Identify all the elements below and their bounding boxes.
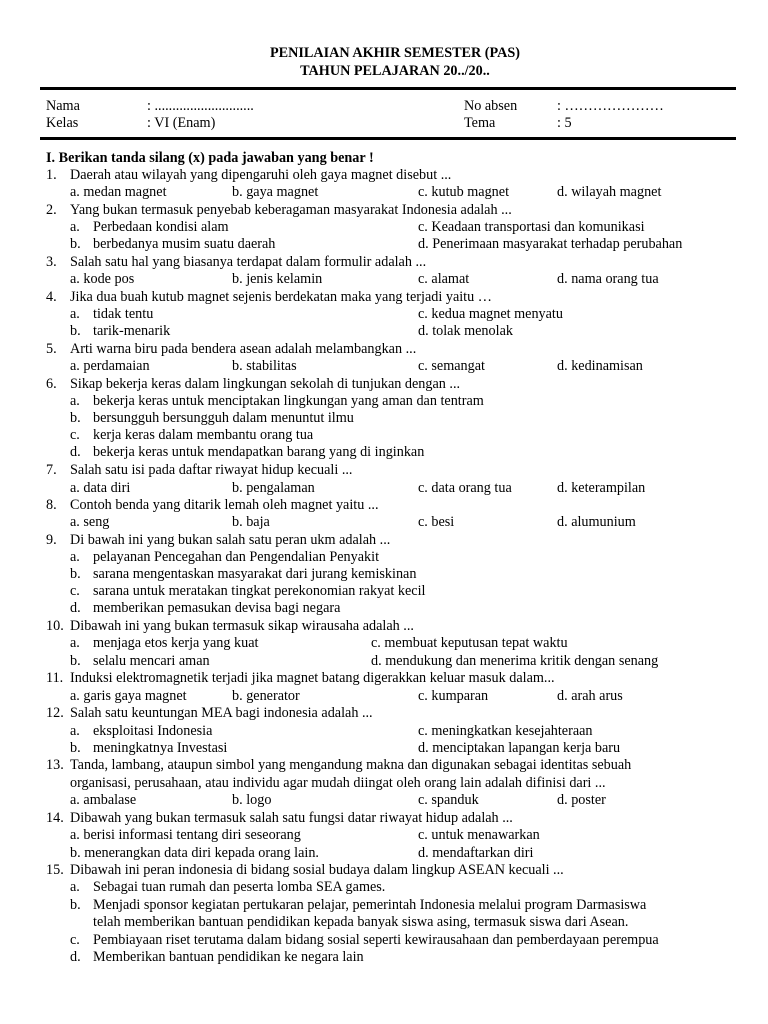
option-b[interactable]: b. menerangkan data diri kepada orang lain. — [70, 845, 319, 861]
top-rule — [40, 87, 736, 90]
question-text: Daerah atau wilayah yang dipengaruhi oleh gaya magnet disebut ... — [70, 167, 452, 183]
nama-label: Nama — [46, 98, 80, 114]
option-d[interactable]: Memberikan bantuan pendidikan ke negara lain — [93, 949, 364, 965]
option-letter: a. — [70, 219, 80, 235]
option-c[interactable]: kerja keras dalam membantu orang tua — [93, 427, 314, 443]
question-number: 10. — [46, 618, 64, 634]
option-b-continued[interactable]: telah memberikan bantuan pendidikan kepada banyak siswa asing, termasuk siswa dari Asean. — [93, 914, 629, 930]
question-number: 14. — [46, 810, 64, 826]
question-number: 7. — [46, 462, 57, 478]
question-number: 13. — [46, 757, 64, 773]
option-c[interactable]: c. untuk menawarkan — [418, 827, 540, 843]
question-number: 8. — [46, 497, 57, 513]
option-a[interactable]: a. medan magnet — [70, 184, 167, 200]
option-c[interactable]: c. semangat — [418, 358, 485, 374]
option-letter: a. — [70, 393, 80, 409]
option-letter: c. — [70, 427, 80, 443]
option-d[interactable]: d. keterampilan — [557, 480, 646, 496]
option-d[interactable]: d. alumunium — [557, 514, 636, 530]
option-a[interactable]: eksploitasi Indonesia — [93, 723, 213, 739]
question-number: 3. — [46, 254, 57, 270]
option-a[interactable]: Perbedaan kondisi alam — [93, 219, 229, 235]
question-number: 15. — [46, 862, 64, 878]
option-letter: a. — [70, 306, 80, 322]
option-b[interactable]: b. baja — [232, 514, 270, 530]
option-a[interactable]: a. berisi informasi tentang diri seseorang — [70, 827, 301, 843]
exam-title: PENILAIAN AKHIR SEMESTER (PAS) — [269, 45, 521, 61]
option-letter: d. — [70, 444, 81, 460]
question-number: 6. — [46, 376, 57, 392]
option-d[interactable]: d. arah arus — [557, 688, 623, 704]
option-b[interactable]: bersungguh bersungguh dalam menuntut ilmu — [93, 410, 354, 426]
question-number: 2. — [46, 202, 57, 218]
option-letter: b. — [70, 410, 81, 426]
option-d[interactable]: memberikan pemasukan devisa bagi negara — [93, 600, 341, 616]
option-c[interactable]: c. besi — [418, 514, 455, 530]
option-d[interactable]: d. poster — [557, 792, 606, 808]
option-c[interactable]: c. alamat — [418, 271, 470, 287]
option-b[interactable]: b. logo — [232, 792, 272, 808]
option-letter: c. — [70, 583, 80, 599]
option-letter: b. — [70, 740, 81, 756]
option-d[interactable]: d. mendukung dan menerima kritik dengan senang — [371, 653, 659, 669]
option-a[interactable]: bekerja keras untuk menciptakan lingkungan yang aman dan tentram — [93, 393, 484, 409]
option-letter: b. — [70, 653, 81, 669]
option-a[interactable]: Sebagai tuan rumah dan peserta lomba SEA games. — [93, 879, 386, 895]
option-letter: d. — [70, 600, 81, 616]
absen-label: No absen — [464, 98, 518, 114]
question-text: Salah satu isi pada daftar riwayat hidup kecuali ... — [70, 462, 353, 478]
option-a[interactable]: tidak tentu — [93, 306, 154, 322]
option-b[interactable]: b. stabilitas — [232, 358, 297, 374]
question-text: Di bawah ini yang bukan salah satu peran ukm adalah ... — [70, 532, 391, 548]
option-a[interactable]: a. kode pos — [70, 271, 135, 287]
option-letter: d. — [70, 949, 81, 965]
kelas-label: Kelas — [46, 115, 79, 131]
option-d[interactable]: d. tolak menolak — [418, 323, 513, 339]
bottom-rule — [40, 137, 736, 140]
question-text: Yang bukan termasuk penyebab keberagaman masyarakat Indonesia adalah ... — [70, 202, 512, 218]
option-d[interactable]: d. kedinamisan — [557, 358, 643, 374]
absen-field[interactable]: : ………………… — [557, 98, 664, 114]
question-text: Dibawah yang bukan termasuk salah satu fungsi datar riwayat hidup adalah ... — [70, 810, 513, 826]
question-text: Tanda, lambang, ataupun simbol yang mengandung makna dan digunakan sebagai identitas sebuah — [70, 757, 632, 773]
option-c[interactable]: sarana untuk meratakan tingkat perekonomian rakyat kecil — [93, 583, 426, 599]
option-b[interactable]: selalu mencari aman — [93, 653, 210, 669]
option-b[interactable]: tarik-menarik — [93, 323, 171, 339]
option-d[interactable]: d. Penerimaan masyarakat terhadap perubahan — [418, 236, 683, 252]
option-b[interactable]: b. jenis kelamin — [232, 271, 323, 287]
option-letter: b. — [70, 236, 81, 252]
option-d[interactable]: d. mendaftarkan diri — [418, 845, 534, 861]
option-a[interactable]: pelayanan Pencegahan dan Pengendalian Penyakit — [93, 549, 380, 565]
option-c[interactable]: c. membuat keputusan tepat waktu — [371, 635, 568, 651]
option-d[interactable]: d. wilayah magnet — [557, 184, 662, 200]
option-letter: a. — [70, 549, 80, 565]
section-heading: I. Berikan tanda silang (x) pada jawaban yang benar ! — [46, 150, 374, 166]
nama-field[interactable]: : ............................ — [147, 98, 254, 114]
option-a[interactable]: a. seng — [70, 514, 110, 530]
question-text: Salah satu keuntungan MEA bagi indonesia adalah ... — [70, 705, 373, 721]
question-text: Jika dua buah kutub magnet sejenis berdekatan maka yang terjadi yaitu … — [70, 289, 492, 305]
option-letter: a. — [70, 879, 80, 895]
question-text: Dibawah ini yang bukan termasuk sikap wirausaha adalah ... — [70, 618, 414, 634]
question-number: 11. — [46, 670, 64, 686]
tema-label: Tema — [464, 115, 496, 131]
question-number: 4. — [46, 289, 57, 305]
question-number: 1. — [46, 167, 57, 183]
option-b[interactable]: berbedanya musim suatu daerah — [93, 236, 276, 252]
option-letter: b. — [70, 897, 81, 913]
option-c[interactable]: c. data orang tua — [418, 480, 512, 496]
option-c[interactable]: c. meningkatkan kesejahteraan — [418, 723, 593, 739]
question-number: 12. — [46, 705, 64, 721]
tema-value: : 5 — [557, 115, 572, 131]
option-c[interactable]: c. kedua magnet menyatu — [418, 306, 563, 322]
question-text-continued: organisasi, perusahaan, atau individu agar mudah diingat oleh orang lain adalah difinisi dari ... — [70, 775, 606, 791]
question-number: 9. — [46, 532, 57, 548]
option-b[interactable]: sarana mengentaskan masyarakat dari jurang kemiskinan — [93, 566, 417, 582]
question-text: Salah satu hal yang biasanya terdapat dalam formulir adalah ... — [70, 254, 427, 270]
option-a[interactable]: a. perdamaian — [70, 358, 150, 374]
option-letter: a. — [70, 723, 80, 739]
option-b[interactable]: Menjadi sponsor kegiatan pertukaran pelajar, pemerintah Indonesia melalui program Darmasiswa — [93, 897, 647, 913]
option-a[interactable]: menjaga etos kerja yang kuat — [93, 635, 259, 651]
option-c[interactable]: Pembiayaan riset terutama dalam bidang sosial seperti kewirausahaan dan pemberdayaan perempua — [93, 932, 659, 948]
question-text: Dibawah ini peran indonesia di bidang sosial budaya dalam lingkup ASEAN kecuali ... — [70, 862, 564, 878]
kelas-value: : VI (Enam) — [147, 115, 216, 131]
option-a[interactable]: a. data diri — [70, 480, 131, 496]
question-text: Contoh benda yang ditarik lemah oleh magnet yaitu ... — [70, 497, 379, 513]
option-d[interactable]: bekerja keras untuk mendapatkan barang yang di inginkan — [93, 444, 425, 460]
question-number: 5. — [46, 341, 57, 357]
question-text: Sikap bekerja keras dalam lingkungan sekolah di tunjukan dengan ... — [70, 376, 461, 392]
exam-year: TAHUN PELAJARAN 20../20.. — [300, 63, 490, 79]
option-c[interactable]: c. Keadaan transportasi dan komunikasi — [418, 219, 645, 235]
option-letter: c. — [70, 932, 80, 948]
option-c[interactable]: c. kutub magnet — [418, 184, 510, 200]
option-b[interactable]: b. gaya magnet — [232, 184, 319, 200]
option-c[interactable]: c. kumparan — [418, 688, 489, 704]
option-b[interactable]: b. generator — [232, 688, 300, 704]
option-a[interactable]: a. garis gaya magnet — [70, 688, 187, 704]
option-d[interactable]: d. nama orang tua — [557, 271, 659, 287]
question-text: Induksi elektromagnetik terjadi jika magnet batang digerakkan keluar masuk dalam... — [70, 670, 555, 686]
option-letter: b. — [70, 323, 81, 339]
option-b[interactable]: meningkatnya Investasi — [93, 740, 228, 756]
option-a[interactable]: a. ambalase — [70, 792, 137, 808]
option-c[interactable]: c. spanduk — [418, 792, 479, 808]
option-b[interactable]: b. pengalaman — [232, 480, 315, 496]
option-d[interactable]: d. menciptakan lapangan kerja baru — [418, 740, 621, 756]
option-letter: a. — [70, 635, 80, 651]
option-letter: b. — [70, 566, 81, 582]
question-text: Arti warna biru pada bendera asean adalah melambangkan ... — [70, 341, 417, 357]
